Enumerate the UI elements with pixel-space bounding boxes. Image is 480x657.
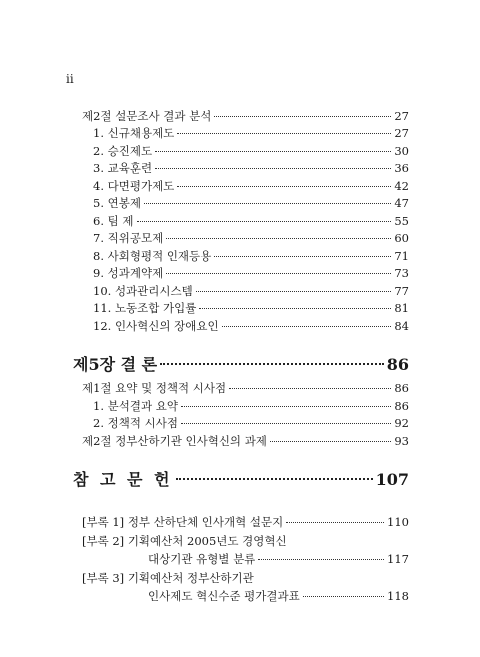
toc-appendix-2-cont[interactable]: [148, 551, 409, 567]
toc-entry-page: 47: [394, 196, 409, 210]
dot-leader: [177, 133, 391, 134]
toc-entry-page: 84: [394, 319, 409, 333]
dot-leader: [286, 522, 384, 523]
dot-leader: [155, 168, 391, 169]
toc-entry-title: 제1절 요약 및 정책적 시사점: [82, 381, 227, 395]
toc-entry-page: 118: [387, 589, 409, 603]
toc-item[interactable]: [93, 230, 409, 246]
toc-item[interactable]: [93, 125, 409, 141]
toc-entry-page: 27: [394, 109, 409, 123]
toc-entry-title: 2. 승진제도: [93, 144, 153, 158]
toc-item[interactable]: [93, 300, 409, 316]
toc-entry-page: 60: [394, 231, 409, 245]
dot-leader: [155, 151, 391, 152]
toc-section-1[interactable]: [82, 380, 409, 396]
toc-entry-title: 4. 다면평가제도: [93, 179, 175, 193]
dot-leader: [214, 256, 391, 257]
toc-entry-page: 86: [386, 355, 409, 374]
toc-entry-page: 71: [394, 249, 409, 263]
page-number: ii: [66, 72, 74, 86]
toc-entry-title: [부록 2] 기획예산처 2005년도 경영혁신: [82, 534, 287, 548]
toc-entry-title: 11. 노동조합 가입률: [93, 301, 197, 315]
toc-entry-title: [부록 3] 기획예산처 정부산하기관: [82, 571, 254, 585]
toc-item[interactable]: [93, 195, 409, 211]
toc-entry-page: 77: [394, 284, 409, 298]
toc-entry-title: 제2절 정부산하기관 인사혁신의 과제: [82, 434, 267, 448]
toc-entry-title-cont: 인사제도 혁신수준 평가결과표: [148, 589, 300, 603]
toc-entry-page: 110: [387, 515, 409, 529]
toc-entry-page: 92: [394, 416, 409, 430]
dot-leader: [137, 221, 392, 222]
dot-leader: [270, 441, 391, 442]
dot-leader: [181, 406, 391, 407]
toc-entry-title: 1. 분석결과 요약: [93, 399, 178, 413]
dot-leader: [144, 203, 391, 204]
toc-entry-page: 107: [375, 470, 409, 489]
dot-leader: [177, 186, 391, 187]
toc-entry-page: 86: [394, 399, 409, 413]
dot-leader: [222, 326, 392, 327]
toc-entry-page: 81: [394, 301, 409, 315]
dot-leader: [199, 308, 391, 309]
toc-entry-page: 42: [394, 179, 409, 193]
dot-leader: [160, 363, 384, 365]
toc-appendix-2: [82, 533, 409, 549]
toc-entry-title: 3. 교육훈련: [93, 161, 153, 175]
toc-item[interactable]: [93, 248, 409, 264]
toc-entry-page: 36: [394, 161, 409, 175]
dot-leader: [196, 291, 392, 292]
toc-entry-title: 1. 신규채용제도: [93, 126, 175, 140]
toc-item[interactable]: [93, 318, 409, 334]
toc-entry-page: 86: [394, 381, 409, 395]
toc-entry-page: 30: [394, 144, 409, 158]
dot-leader: [229, 388, 391, 389]
dot-leader: [166, 238, 391, 239]
toc-entry-title: 8. 사회형평적 인재등용: [93, 249, 212, 263]
toc-entry-page: 73: [394, 266, 409, 280]
toc-entry-title: 6. 팀 제: [93, 214, 134, 228]
toc-entry-title: 5. 연봉제: [93, 196, 141, 210]
dot-leader: [258, 559, 384, 560]
toc-section-2-ch5[interactable]: [82, 433, 409, 449]
toc-entry-page: 27: [394, 126, 409, 140]
toc-section-2[interactable]: [82, 108, 409, 124]
toc-item[interactable]: [93, 415, 409, 431]
toc-entry-title-cont: 대상기관 유형별 분류: [148, 552, 256, 566]
toc-item[interactable]: [93, 143, 409, 159]
toc-item[interactable]: [93, 213, 409, 229]
dot-leader: [214, 116, 391, 117]
toc-entry-title: 10. 성과관리시스템: [93, 284, 193, 298]
toc-entry-title: 7. 직위공모제: [93, 231, 164, 245]
toc-entry-page: 117: [387, 552, 409, 566]
dot-leader: [181, 423, 391, 424]
toc-appendix-3-cont[interactable]: [148, 588, 409, 604]
toc-appendix-3: [82, 570, 409, 586]
toc-item[interactable]: [93, 398, 409, 414]
toc-entry-title: 2. 정책적 시사점: [93, 416, 178, 430]
toc-entry-page: 93: [394, 434, 409, 448]
toc-item[interactable]: [93, 178, 409, 194]
toc-item[interactable]: [93, 160, 409, 176]
dot-leader: [166, 273, 391, 274]
toc-entry-title: 제5장 결 론: [73, 355, 158, 374]
dot-leader: [303, 596, 384, 597]
toc-entry-title: [부록 1] 정부 산하단체 인사개혁 설문지: [82, 515, 284, 529]
toc-entry-title: 제2절 설문조사 결과 분석: [82, 109, 212, 123]
toc-entry-title: 12. 인사혁신의 장애요인: [93, 319, 219, 333]
toc-item[interactable]: [93, 283, 409, 299]
toc-entry-page: 55: [394, 214, 409, 228]
toc-entry-title: 9. 성과계약제: [93, 266, 164, 280]
toc-references[interactable]: [73, 467, 409, 490]
toc-item[interactable]: [93, 265, 409, 281]
toc-chapter-5[interactable]: [73, 352, 409, 375]
dot-leader: [176, 478, 373, 480]
toc-appendix-1[interactable]: [82, 514, 409, 530]
toc-entry-title: 참 고 문 헌: [73, 470, 173, 489]
